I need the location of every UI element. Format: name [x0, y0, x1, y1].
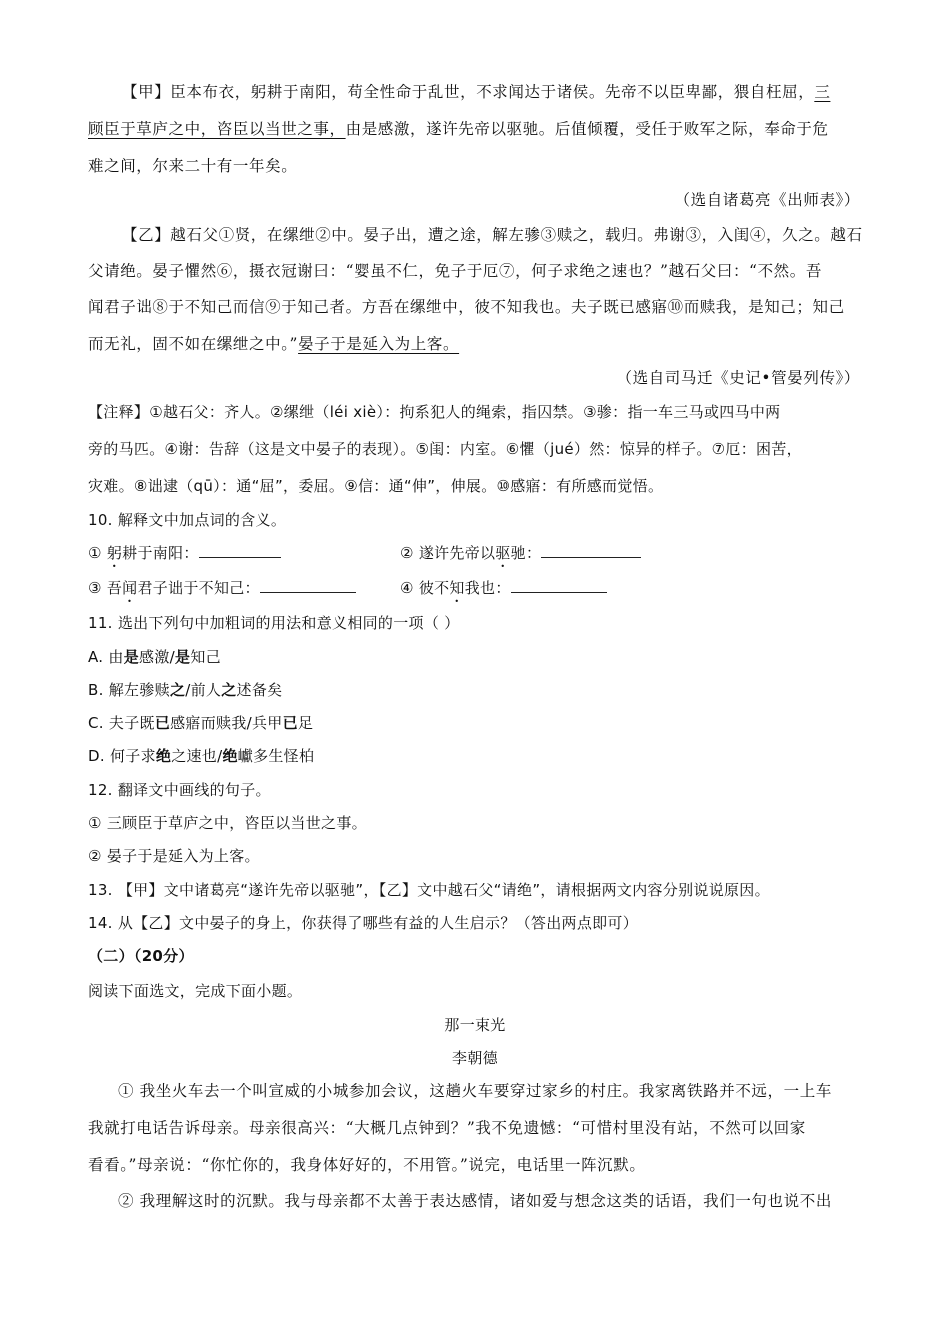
passage-a-line-3: 难之间，尔来二十有一年矣。	[88, 157, 298, 175]
bold-word: 已	[154, 714, 171, 732]
dotted-word: 驱	[495, 544, 511, 562]
q11-option-a[interactable]	[88, 647, 221, 667]
q11-stem: 11. 选出下列句中加粗词的用法和意义相同的一项（ ）	[88, 614, 460, 632]
q10-text: ④ 彼不	[400, 579, 450, 597]
q10-item-1	[88, 543, 281, 571]
q10-item-3	[88, 578, 356, 606]
dotted-word: 躬	[106, 544, 123, 562]
bold-word: 是	[175, 648, 191, 666]
option-text: D. 何子求	[88, 747, 156, 765]
q13: 13. 【甲】文中诸葛亮“遂许先帝以驱驰”，【乙】文中越石父“请绝”，请根据两文内容分别说说原因。	[88, 881, 770, 899]
underlined-sentence: 顾臣于草庐之中，咨臣以当世之事，	[88, 120, 346, 138]
q11-option-c[interactable]	[88, 713, 313, 733]
paragraph-2-line-1: ② 我理解这时的沉默。我与母亲都不太善于表达感情，诸如爱与想念这类的话语，我们一句也说不出	[118, 1192, 832, 1210]
q10-text: ①	[88, 544, 107, 562]
option-text: 巘多生怪柏	[237, 747, 315, 765]
passage-a-source: （选自诸葛亮《出师表》）	[674, 191, 860, 209]
answer-blank[interactable]	[199, 543, 281, 558]
option-text: 感激/	[139, 648, 176, 666]
underlined-sentence: 晏子于是延入为上客。	[298, 335, 460, 353]
passage-a-text: 【甲】臣本布衣，躬耕于南阳，苟全性命于乱世，不求闻达于诸侯。先帝不以臣卑鄙，猥自枉屈，	[122, 83, 815, 101]
passage-a-line-1	[122, 82, 830, 102]
option-text: 感寤而赎我/兵甲	[170, 714, 283, 732]
q10-text: 君子诎于不知己：	[137, 579, 260, 597]
bold-word: 绝	[222, 747, 238, 765]
answer-blank[interactable]	[541, 543, 641, 558]
q10-text: 耕于南阳：	[122, 544, 199, 562]
paragraph-1-line-2: 我就打电话告诉母亲。母亲很高兴：“大概几点钟到？”我不免遗憾：“可惜村里没有站，不然可以回家	[88, 1119, 806, 1137]
article-author: 李朝德	[452, 1049, 498, 1067]
q12-stem: 12. 翻译文中画线的句子。	[88, 781, 271, 799]
option-text: 足	[297, 714, 314, 732]
dotted-word: 闻	[122, 579, 138, 597]
passage-b-line-2: 父请绝。晏子懼然⑥，摄衣冠谢曰：“婴虽不仁，免子于厄⑦，何子求绝之速也？”越石父曰：“不然。吾	[88, 262, 822, 280]
answer-blank[interactable]	[511, 578, 607, 593]
paragraph-1-line-1: ① 我坐火车去一个叫宣威的小城参加会议，这趟火车要穿过家乡的村庄。我家离铁路并不远，一上车	[118, 1082, 832, 1100]
passage-b-source: （选自司马迁《史记•管晏列传》）	[616, 369, 860, 387]
passage-b-line-3: 闻君子诎⑧于不知己而信⑨于知己者。方吾在缧绁中，彼不知我也。夫子既已感寤⑩而赎我，是知己；知己	[88, 298, 845, 316]
q14: 14. 从【乙】文中晏子的身上，你获得了哪些有益的人生启示？（答出两点即可）	[88, 914, 639, 932]
section-instruction: 阅读下面选文，完成下面小题。	[88, 982, 303, 1000]
option-text: C. 夫子既	[88, 714, 155, 732]
notes-line-2: 旁的马匹。④谢：告辞（这是文中晏子的表现）。⑤闺：内室。⑥懼（jué）然：惊异的样子。⑦厄：困苦，	[88, 440, 802, 458]
section-heading: （二）（20分）	[88, 947, 194, 965]
option-text: 知己	[190, 648, 221, 666]
option-text: B. 解左骖赎	[88, 681, 170, 699]
passage-a-text: 由是感激，遂许先帝以驱驰。后值倾覆，受任于败军之际，奉命于危	[345, 120, 829, 138]
option-text: 述备矣	[236, 681, 283, 699]
q10-text: ② 遂许先帝以	[400, 544, 496, 562]
q11-option-b[interactable]	[88, 680, 282, 700]
q10-text: 驰：	[510, 544, 542, 562]
bold-word: 之	[169, 681, 186, 699]
q12-item-1: ① 三顾臣于草庐之中，咨臣以当世之事。	[88, 814, 367, 832]
q10-stem: 10. 解释文中加点词的含义。	[88, 511, 287, 529]
dotted-word: 知	[449, 579, 465, 597]
q10-item-4	[400, 578, 607, 606]
q12-item-2: ② 晏子于是延入为上客。	[88, 847, 260, 865]
q10-item-2	[400, 543, 641, 571]
passage-b-line-4	[88, 334, 459, 354]
notes-line-3: 灾难。⑧诎逮（qū）：通“屈”，委屈。⑨信：通“伸”，伸展。⑩感寤：有所感而觉悟。	[88, 477, 664, 495]
q10-text: 我也：	[464, 579, 511, 597]
underlined-sentence: 三	[814, 83, 831, 101]
option-text: 之速也/	[171, 747, 223, 765]
passage-a-line-2	[88, 119, 829, 139]
bold-word: 绝	[155, 747, 172, 765]
passage-b-text: 而无礼，固不如在缧绁之中。”	[88, 335, 299, 353]
notes-line-1: 【注释】①越石父：齐人。②缧绁（léi xiè）：拘系犯人的绳索，指囚禁。③骖：指一车三马或四马中两	[88, 403, 781, 421]
bold-word: 已	[282, 714, 298, 732]
bold-word: 是	[123, 648, 140, 666]
paragraph-1-line-3: 看看。”母亲说：“你忙你的，我身体好好的，不用管。”说完，电话里一阵沉默。	[88, 1156, 646, 1174]
answer-blank[interactable]	[260, 578, 356, 593]
passage-b-line-1: 【乙】越石父①贤，在缧绁②中。晏子出，遭之途，解左骖③赎之，载归。弗谢③，入闺④，久之。越石	[122, 226, 863, 244]
option-text: /前人	[185, 681, 222, 699]
bold-word: 之	[221, 681, 237, 699]
q10-text: ③ 吾	[88, 579, 123, 597]
article-title: 那一束光	[444, 1016, 506, 1034]
q11-option-d[interactable]	[88, 746, 314, 766]
option-text: A. 由	[88, 648, 124, 666]
